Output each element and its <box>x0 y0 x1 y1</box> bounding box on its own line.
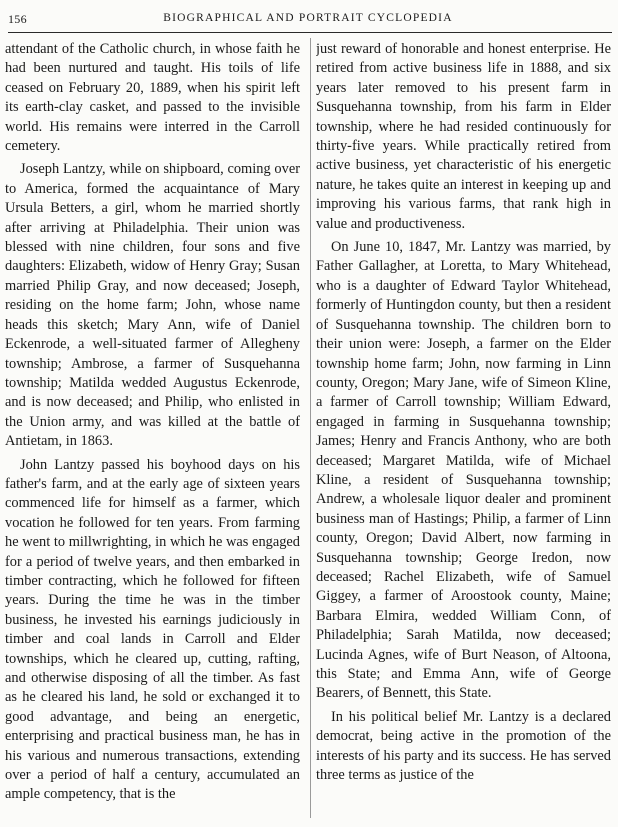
right-column <box>316 40 611 820</box>
running-head: BIOGRAPHICAL AND PORTRAIT CYCLOPEDIA <box>163 12 453 24</box>
left-column <box>5 40 300 820</box>
header-rule <box>8 32 612 33</box>
left-paragraph-3: John Lantzy passed his boyhood days on his father's farm, and at the early age of sixteen years commenced life for himself as a farmer, which vocation he followed for ten years. From farming he went to millwrighting, in which he was engaged for a period of twelve years, and then embarked in timber contracting, which he followed for fifteen years. During the time he was in the timber business, he invested his earnings judiciously in timber and coal lands in Carroll and Elder townships, which he cleared up, cutting, rafting, and otherwise disposing of all the timber. As fast as he cleared his land, he sold or exchanged it to good advantage, and being an energetic, enterprising and practical business man, he has in his various and numerous transactions, extending over a period of half a century, accumulated an ample competency, that is the <box>5 456 300 803</box>
right-paragraph-2: On June 10, 1847, Mr. Lantzy was married, by Father Gallagher, at Loretta, to Mary Whitehead, who is a daughter of Edward Taylor Whitehead, formerly of Huntingdon county, but then a resident of Susquehanna township. The children born to their union were: Joseph, a farmer on the Elder township home farm; John, now farming in Linn county, Oregon; Mary Jane, wife of Simeon Kline, a farmer of Carroll township; William Edward, engaged in farming in Susquehanna township; James; Henry and Francis Anthony, who are both deceased; Margaret Matilda, wife of Michael Kline, a resident of Susquehanna township; Andrew, a wholesale liquor dealer and prominent business man of Hastings; Philip, a farmer of Linn county, Oregon; David Albert, now farming in Susquehanna township; George Iredon, now deceased; Rachel Elizabeth, wife of Samuel Giggey, a farmer of Aroostook county, Maine; Barbara Elmira, wedded William Conn, of Philadelphia; Sarah Matilda, now deceased; Lucinda Agnes, wife of Burt Neason, of Altoona, this State; and Emma Ann, wife of George Bearers, of Bennett, this State. <box>316 239 611 702</box>
left-paragraph-1: attendant of the Catholic church, in whose faith he had been nurtured and taught. His toils of life ceased on February 20, 1889, when his spirit left its earth-clay casket, and passed to the invisible world. His remains were interred in the Carroll cemetery. <box>5 41 300 155</box>
column-divider <box>310 38 311 818</box>
page-header <box>8 12 608 30</box>
page-number: 156 <box>8 12 27 26</box>
right-paragraph-1: just reward of honorable and honest enterprise. He retired from active business life in 1888, and six years later removed to his present farm in Susquehanna township, from his farm in Elder township, where he had resided continuously for thirty-five years. While practically retired from active business, yet characteristic of his energetic nature, he takes quite an interest in keeping up and improving his various farms, that rank high in value and productiveness. <box>316 41 611 232</box>
left-paragraph-2: Joseph Lantzy, while on shipboard, coming over to America, formed the acquaintance of Mary Ursula Betters, a girl, whom he married shortly after arriving at Philadelphia. Their union was blessed with nine children, four sons and five daughters: Elizabeth, widow of Henry Gray; Susan married Philip Gray, and now deceased; Joseph, residing on the home farm; John, whose name heads this sketch; Mary Ann, wife of Daniel Eckenrode, a well-situated farmer of Allegheny township; Ambrose, a farmer of Susquehanna township; Matilda wedded Augustus Eckenrode, and is now deceased; and Philip, who enlisted in the Union army, and was killed at the battle of Antietam, in 1863. <box>5 161 300 450</box>
right-paragraph-3: In his political belief Mr. Lantzy is a declared democrat, being active in the promotion of the interests of his party and its success. He has served three terms as justice of the <box>316 708 611 784</box>
